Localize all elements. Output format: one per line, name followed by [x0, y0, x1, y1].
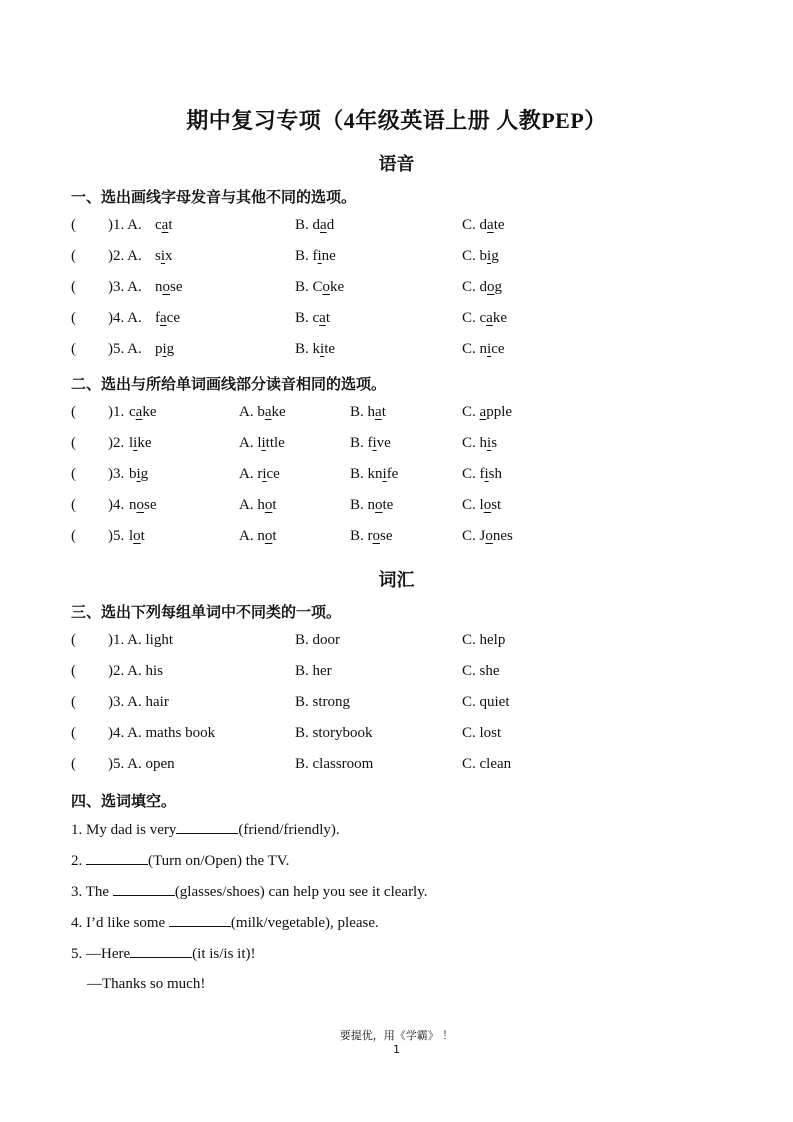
option-a: )1. A. light [108, 632, 174, 648]
option-b: B. kite [295, 341, 336, 357]
underlined-letters: a [479, 404, 487, 420]
option-b: B. note [350, 497, 394, 513]
item-number: )5. [108, 528, 125, 544]
underlined-letters: o [162, 279, 170, 295]
option-a: A. rice [239, 466, 280, 482]
item-prompt: 1. My dad is very [71, 822, 177, 838]
word-choices: (glasses/shoes) can help you see it clearly. [174, 884, 428, 900]
answer-paren-open: ( [71, 248, 76, 264]
option-c: C. Jones [462, 528, 513, 544]
underlined-letters: o [322, 279, 331, 295]
option-a: A. little [239, 435, 285, 451]
answer-paren-open: ( [71, 279, 76, 295]
option-c: C. cake [462, 310, 508, 326]
underlined-letters: a [264, 404, 272, 420]
option-c: C. apple [462, 404, 513, 420]
option-b: B. knife [350, 466, 399, 482]
underlined-letters: a [375, 404, 382, 420]
question-heading-3: 三、选出下列每组单词中不同类的一项。 [71, 605, 342, 621]
option-c: C. help [462, 632, 506, 648]
given-word: big [129, 466, 149, 482]
answer-paren-open: ( [71, 528, 76, 544]
underlined-letters: i [372, 435, 377, 451]
underlined-letters: o [264, 528, 273, 544]
fill-blank-item [71, 851, 289, 870]
answer-paren-open: ( [71, 497, 76, 513]
answer-paren-open: ( [71, 632, 76, 648]
option-c: C. lost [462, 497, 502, 513]
answer-blank[interactable] [169, 913, 231, 927]
dialogue-reply: —Thanks so much! [87, 976, 206, 992]
item-number: )2. [108, 435, 125, 451]
underlined-letters: o [487, 279, 495, 295]
underlined-letters: i [261, 435, 266, 451]
given-word: nose [129, 497, 157, 513]
option-a: )3. A. hair [108, 694, 169, 710]
option-a: )2. A. his [108, 663, 164, 679]
answer-blank[interactable] [113, 882, 175, 896]
fill-blank-item [71, 820, 340, 839]
underlined-letters: i [487, 435, 492, 451]
underlined-letters: i [382, 466, 387, 482]
underlined-letters: i [160, 248, 166, 264]
underlined-letters: o [485, 528, 493, 544]
item-number: )4. A. [108, 310, 142, 326]
section-title-phonics: 语音 [378, 154, 415, 174]
answer-paren-open: ( [71, 756, 76, 772]
option-a: face [155, 310, 180, 326]
underlined-letters: i [484, 466, 489, 482]
underlined-letters: i [317, 248, 322, 264]
item-prompt: 4. I’d like some [71, 915, 169, 931]
answer-paren-open: ( [71, 341, 76, 357]
item-prompt: 2. [71, 853, 86, 869]
option-b: B. five [350, 435, 391, 451]
item-number: )1. [108, 404, 125, 420]
option-c: C. dog [462, 279, 503, 295]
question-heading-4: 四、选词填空。 [71, 794, 177, 810]
item-number: )2. A. [108, 248, 142, 264]
option-b: B. classroom [295, 756, 374, 772]
footer-note: 要提优，用《学霸》 ！ [339, 1029, 454, 1042]
option-b: B. door [295, 632, 340, 648]
item-number: )3. A. [108, 279, 142, 295]
underlined-letters: i [487, 341, 492, 357]
option-a: A. hot [239, 497, 277, 513]
word-choices: (it is/is it)! [192, 946, 256, 962]
option-a: cat [155, 217, 173, 233]
option-a: nose [155, 279, 183, 295]
underlined-letters: a [161, 217, 169, 233]
answer-paren-open: ( [71, 217, 76, 233]
option-c: C. fish [462, 466, 503, 482]
given-word: cake [129, 404, 157, 420]
option-a: )4. A. maths book [108, 725, 216, 741]
underlined-letters: i [320, 341, 325, 357]
option-b: B. fine [295, 248, 336, 264]
given-word: lot [129, 528, 145, 544]
underlined-letters: a [486, 310, 493, 326]
page-number: 1 [393, 1043, 400, 1056]
answer-paren-open: ( [71, 694, 76, 710]
underlined-letters: i [133, 435, 138, 451]
item-number: )1. A. [108, 217, 142, 233]
question-heading-2: 二、选出与所给单词画线部分读音相同的选项。 [71, 377, 387, 393]
underlined-letters: a [135, 404, 143, 420]
option-c: C. she [462, 663, 500, 679]
option-b: B. dad [295, 217, 335, 233]
word-choices: (friend/friendly). [238, 822, 340, 838]
option-c: C. his [462, 435, 498, 451]
underlined-letters: o [483, 497, 492, 513]
option-b: B. storybook [295, 725, 373, 741]
underlined-letters: o [375, 497, 383, 513]
item-prompt: 3. The [71, 884, 113, 900]
page-title: 期中复习专项（4年级英语上册 人教PEP） [186, 108, 607, 133]
option-b: B. hat [350, 404, 386, 420]
option-c: C. lost [462, 725, 502, 741]
option-a: pig [155, 341, 175, 357]
underlined-letters: o [136, 497, 144, 513]
option-a: A. not [239, 528, 277, 544]
underlined-letters: i [136, 466, 141, 482]
answer-paren-open: ( [71, 663, 76, 679]
option-b: B. her [295, 663, 332, 679]
underlined-letters: o [372, 528, 380, 544]
option-c: C. nice [462, 341, 505, 357]
fill-blank-item [71, 944, 256, 963]
answer-paren-open: ( [71, 404, 76, 420]
answer-paren-open: ( [71, 310, 76, 326]
option-b: B. Coke [295, 279, 345, 295]
option-a: )5. A. open [108, 756, 175, 772]
underlined-letters: o [264, 497, 273, 513]
option-a: six [155, 248, 173, 264]
item-number: )4. [108, 497, 125, 513]
word-choices: (milk/vegetable), please. [230, 915, 379, 931]
underlined-letters: i [262, 466, 267, 482]
question-heading-1: 一、选出画线字母发音与其他不同的选项。 [71, 190, 357, 206]
underlined-letters: a [320, 217, 327, 233]
underlined-letters: o [133, 528, 141, 544]
fill-blank-item [71, 913, 379, 932]
option-c: C. date [462, 217, 505, 233]
answer-paren-open: ( [71, 466, 76, 482]
answer-blank[interactable] [130, 944, 192, 958]
item-prompt: 5. —Here [71, 946, 131, 962]
option-b: B. strong [295, 694, 351, 710]
item-number: )3. [108, 466, 125, 482]
underlined-letters: i [162, 341, 167, 357]
underlined-letters: a [160, 310, 167, 326]
given-word: like [129, 435, 152, 451]
answer-blank[interactable] [86, 851, 148, 865]
section-title-vocab: 词汇 [378, 570, 415, 590]
answer-paren-open: ( [71, 725, 76, 741]
word-choices: (Turn on/Open) the TV. [148, 853, 290, 869]
item-number: )5. A. [108, 341, 142, 357]
underlined-letters: a [487, 217, 494, 233]
underlined-letters: i [487, 248, 492, 264]
fill-blank-item [71, 882, 428, 901]
answer-blank[interactable] [176, 820, 238, 834]
option-b: B. rose [350, 528, 393, 544]
answer-paren-open: ( [71, 435, 76, 451]
underlined-letters: a [319, 310, 326, 326]
option-c: C. clean [462, 756, 512, 772]
option-a: A. bake [239, 404, 286, 420]
option-c: C. quiet [462, 694, 510, 710]
option-b: B. cat [295, 310, 331, 326]
option-c: C. big [462, 248, 499, 264]
